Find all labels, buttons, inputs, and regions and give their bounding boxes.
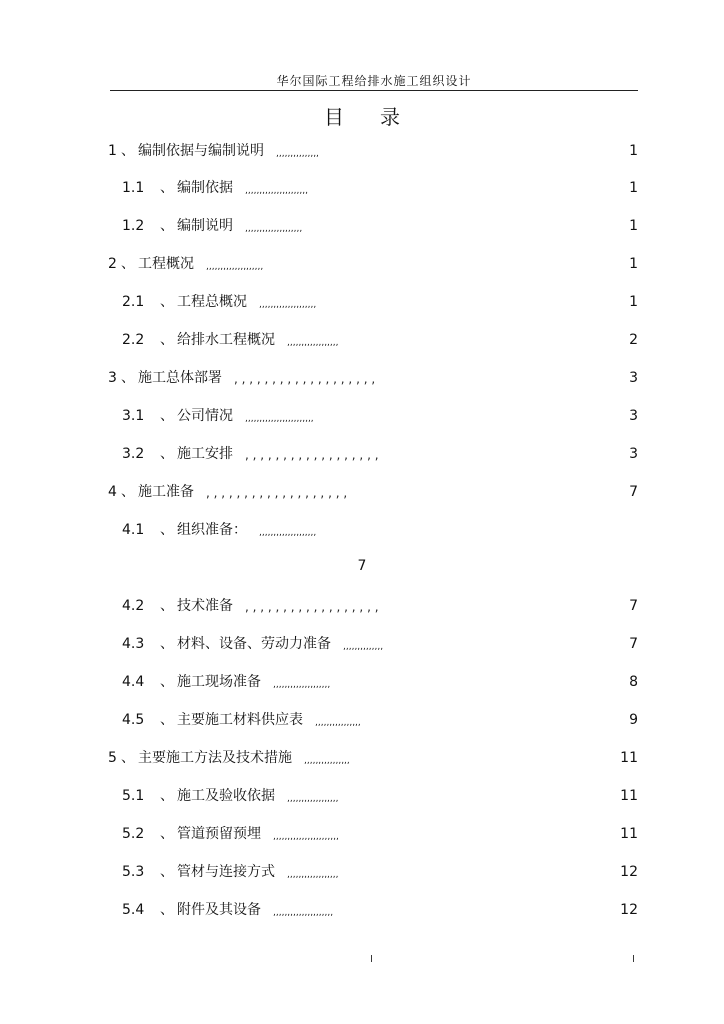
toc-entry-leader: ,,,,,,,,,,,,,,,,,, — [287, 870, 339, 880]
toc-entry[interactable] — [0, 710, 724, 734]
toc-entry-page: 7 — [629, 484, 638, 500]
toc-entry-separator: 、 — [160, 864, 174, 880]
toc-entry-title: 编制说明 — [177, 218, 233, 234]
toc-entry-number: 5.4 — [122, 902, 145, 918]
toc-entry-page: 3 — [629, 370, 638, 386]
orphan-page-number: 7 — [357, 558, 367, 574]
toc-entry-page: 3 — [629, 408, 638, 424]
toc-entry-separator: 、 — [160, 902, 174, 918]
toc-entry-number: 1 — [108, 143, 117, 159]
toc-entry[interactable] — [0, 254, 724, 278]
toc-entry-separator: 、 — [160, 180, 174, 196]
toc-entry-leader: ,,,,,,,,,,,,,,,,,,,, — [273, 680, 331, 690]
toc-entry-separator: 、 — [160, 598, 174, 614]
toc-entry-number: 5 — [108, 750, 117, 766]
toc-entry-separator: 、 — [121, 370, 135, 386]
toc-entry-page: 12 — [620, 864, 638, 880]
toc-entry-separator: 、 — [160, 712, 174, 728]
toc-entry-number: 1.1 — [122, 180, 145, 196]
toc-entry-number: 3 — [108, 370, 117, 386]
toc-entry-page: 3 — [629, 446, 638, 462]
toc-entry-page: 1 — [629, 143, 638, 159]
toc-entry-separator: 、 — [160, 674, 174, 690]
toc-entry-title: 管道预留预埋 — [177, 826, 261, 842]
toc-entry[interactable] — [0, 178, 724, 202]
toc-entry-separator: 、 — [160, 446, 174, 462]
toc-entry-number: 2 — [108, 256, 117, 272]
toc-entry-page: 11 — [620, 826, 638, 842]
toc-entry[interactable] — [0, 520, 724, 544]
toc-entry-title: 施工准备 — [138, 484, 194, 500]
toc-entry-separator: 、 — [160, 636, 174, 652]
toc-entry-title: 材料、设备、劳动力准备 — [177, 636, 331, 652]
toc-entry-number: 2.1 — [122, 294, 145, 310]
toc-entry-number: 4 — [108, 484, 117, 500]
toc-entry[interactable] — [0, 216, 724, 240]
toc-entry-number: 3.1 — [122, 408, 145, 424]
toc-entry[interactable] — [0, 786, 724, 810]
toc-entry-title: 施工总体部署 — [138, 370, 222, 386]
toc-entry-separator: 、 — [121, 484, 135, 500]
toc-entry-title: 编制依据 — [177, 180, 233, 196]
toc-entry-leader: , , , , , , , , , , , , , , , , , , — [245, 448, 379, 462]
toc-entry-leader: ,,,,,,,,,,,,,,,,,,,, — [206, 262, 264, 272]
toc-entry-number: 5.2 — [122, 826, 145, 842]
toc-entry[interactable] — [0, 406, 724, 430]
document-header-title: 华尔国际工程给排水施工组织设计 — [276, 74, 472, 88]
toc-entry-separator: 、 — [160, 218, 174, 234]
toc-entry-title: 施工现场准备 — [177, 674, 261, 690]
toc-entry-leader: ,,,,,,,,,,,,,,,,,,,, — [245, 224, 303, 234]
toc-entry-title: 技术准备 — [177, 598, 233, 614]
footer-left-mark: I — [370, 954, 373, 965]
toc-entry-separator: 、 — [160, 522, 174, 538]
toc-entry-separator: 、 — [121, 256, 135, 272]
toc-entry-leader: ,,,,,,,,,,,,,,, — [276, 149, 319, 159]
toc-entry-page: 7 — [629, 598, 638, 614]
toc-entry-page: 11 — [620, 750, 638, 766]
toc-entry-separator: 、 — [160, 294, 174, 310]
toc-entry-title: 工程概况 — [138, 256, 194, 272]
toc-entry[interactable] — [0, 824, 724, 848]
toc-entry[interactable] — [0, 862, 724, 886]
toc-entry[interactable] — [0, 292, 724, 316]
toc-entry-number: 5.3 — [122, 864, 145, 880]
toc-entry-separator: 、 — [160, 788, 174, 804]
toc-entry-title: 主要施工方法及技术措施 — [138, 750, 292, 766]
toc-entry-title: 公司情况 — [177, 408, 233, 424]
toc-entry[interactable] — [0, 141, 724, 165]
toc-entry-separator: 、 — [160, 826, 174, 842]
toc-entry-page: 1 — [629, 180, 638, 196]
toc-entry-number: 1.2 — [122, 218, 145, 234]
toc-entry[interactable] — [0, 444, 724, 468]
toc-entry-leader: ,,,,,,,,,,,,,,,,,,,,,,, — [273, 832, 339, 842]
toc-entry[interactable] — [0, 368, 724, 392]
toc-entry-number: 5.1 — [122, 788, 145, 804]
toc-title-right: 录 — [380, 105, 400, 129]
toc-entry[interactable] — [0, 672, 724, 696]
toc-entry-leader: ,,,,,,,,,,,,,,,,,, — [287, 794, 339, 804]
toc-entry-leader: ,,,,,,,,,,,,,,,,,,,, — [259, 300, 317, 310]
toc-entry-leader: , , , , , , , , , , , , , , , , , , , — [234, 372, 376, 386]
toc-entry[interactable] — [0, 596, 724, 620]
header-rule — [110, 90, 638, 91]
toc-entry-title: 管材与连接方式 — [177, 864, 275, 880]
toc-entry-number: 4.3 — [122, 636, 145, 652]
toc-entry-title: 主要施工材料供应表 — [177, 712, 303, 728]
toc-entry-page: 1 — [629, 294, 638, 310]
toc-entry-page: 7 — [629, 636, 638, 652]
toc-entry-leader: ,,,,,,,,,,,,,,,, — [315, 718, 361, 728]
toc-entry-page: 2 — [629, 332, 638, 348]
toc-entry-number: 3.2 — [122, 446, 145, 462]
toc-entry-title: 编制依据与编制说明 — [138, 143, 264, 159]
toc-entry-title: 施工安排 — [177, 446, 233, 462]
toc-entry-page: 1 — [629, 256, 638, 272]
toc-entry-title: 组织准备： — [177, 522, 247, 538]
toc-entry-title: 给排水工程概况 — [177, 332, 275, 348]
toc-entry-page: 12 — [620, 902, 638, 918]
toc-entry-number: 2.2 — [122, 332, 145, 348]
toc-entry-page: 11 — [620, 788, 638, 804]
toc-entry-page: 1 — [629, 218, 638, 234]
toc-entry[interactable] — [0, 748, 724, 772]
toc-entry-leader: ,,,,,,,,,,,,,,,,,, — [287, 338, 339, 348]
toc-entry-separator: 、 — [121, 143, 135, 159]
toc-entry-leader: ,,,,,,,,,,,,,,,,,,,,,,,, — [245, 414, 314, 424]
toc-entry-page: 9 — [629, 712, 638, 728]
toc-entry[interactable] — [0, 330, 724, 354]
toc-entry-separator: 、 — [160, 408, 174, 424]
toc-entry-title: 工程总概况 — [177, 294, 247, 310]
toc-entry-title: 施工及验收依据 — [177, 788, 275, 804]
toc-entry-number: 4.5 — [122, 712, 145, 728]
toc-entry-leader: ,,,,,,,,,,,,,,,,,,,,,, — [245, 186, 308, 196]
toc-title-left: 目 — [324, 105, 344, 129]
toc-entry-leader: , , , , , , , , , , , , , , , , , , , — [206, 486, 348, 500]
toc-entry-number: 4.1 — [122, 522, 145, 538]
toc-entry[interactable] — [0, 482, 724, 506]
toc-entry-leader: ,,,,,,,,,,,,,, — [343, 642, 384, 652]
toc-entry-page: 8 — [629, 674, 638, 690]
toc-entry-number: 4.4 — [122, 674, 145, 690]
toc-entry-leader: ,,,,,,,,,,,,,,,,,,,,, — [273, 908, 334, 918]
toc-entry-number: 4.2 — [122, 598, 145, 614]
toc-entry-leader: , , , , , , , , , , , , , , , , , , — [245, 600, 379, 614]
toc-entry-title: 附件及其设备 — [177, 902, 261, 918]
toc-entry-leader: ,,,,,,,,,,,,,,,,,,,, — [259, 528, 317, 538]
toc-entry-leader: ,,,,,,,,,,,,,,,, — [304, 756, 350, 766]
toc-title — [0, 101, 724, 130]
toc-entry[interactable] — [0, 634, 724, 658]
footer-right-mark: I — [632, 954, 635, 965]
toc-entry[interactable] — [0, 900, 724, 924]
toc-entry-separator: 、 — [160, 332, 174, 348]
toc-entry-separator: 、 — [121, 750, 135, 766]
